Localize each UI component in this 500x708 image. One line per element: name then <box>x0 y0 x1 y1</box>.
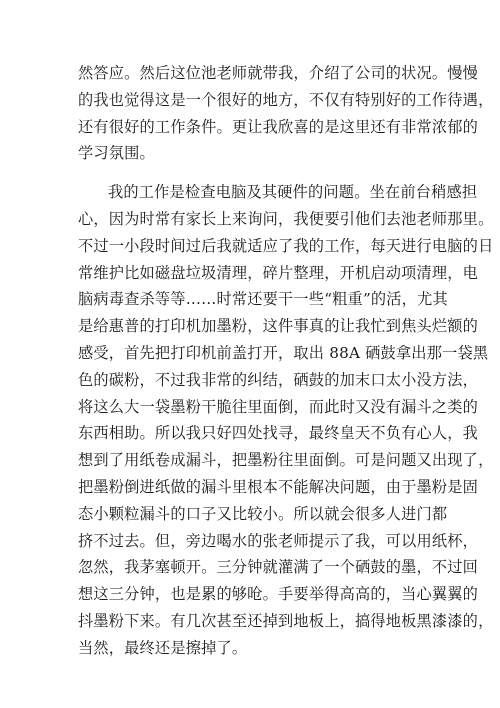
paragraph-spacer <box>78 167 430 179</box>
text-line: 不过一小段时间过后我就适应了我的工作，每天进行电脑的日 <box>78 236 494 255</box>
document-body <box>78 60 494 662</box>
paragraph-1 <box>78 60 494 167</box>
text-line: 抖墨粉下来。有几次甚至还掉到地板上，搞得地板黑漆漆的， <box>78 611 494 630</box>
text-line: 把墨粉倒进纸做的漏斗里根本不能解决问题，由于墨粉是固 <box>78 477 479 496</box>
text-line: 态小颗粒漏斗的口子又比较小。所以就会很多人进门都 <box>78 504 448 523</box>
text-line: 色的碳粉，不过我非常的纠结，硒鼓的加末口太小没方法， <box>78 370 479 389</box>
paragraph-2 <box>78 179 494 661</box>
text-line: 当然，最终还是擦掉了。 <box>78 638 248 657</box>
text-line: 东西相助。所以我只好四处找寻，最终皇天不负有心人，我 <box>78 424 479 443</box>
text-line: 是给惠普的打印机加墨粉，这件事真的让我忙到焦头烂额的 <box>78 317 479 336</box>
text-line: 挤不过去。但，旁边喝水的张老师提示了我，可以用纸杯， <box>78 531 479 550</box>
text-line: 想到了用纸卷成漏斗，把墨粉往里面倒。可是问题又出现了， <box>78 451 494 470</box>
text-line: 然答应。然后这位池老师就带我，介绍了公司的状况。慢慢 <box>78 64 479 82</box>
text-line-first-indent: 我的工作是检查电脑及其硬件的问题。坐在前台稍感担 <box>108 183 478 202</box>
text-line: 忽然，我茅塞顿开。三分钟就灌满了一个硒鼓的墨，不过回 <box>78 558 479 577</box>
text-line: 脑病毒查杀等等……时常还要干一些“粗重”的活，尤其 <box>78 290 448 309</box>
text-line: 心，因为时常有家长上来询问，我便要引他们去池老师那里。 <box>78 209 494 228</box>
text-line: 常维护比如磁盘垃圾清理，碎片整理，开机启动项清理，电 <box>78 263 479 282</box>
text-line: 想这三分钟，也是累的够呛。手要举得高高的，当心翼翼的 <box>78 585 479 604</box>
text-line: 感受，首先把打印机前盖打开，取出 88A 硒鼓拿出那一袋黑 <box>78 343 489 362</box>
text-line: 学习氛围。 <box>78 144 155 163</box>
text-line: 将这么大一袋墨粉干脆往里面倒，而此时又没有漏斗之类的 <box>78 397 479 416</box>
text-line: 还有很好的工作条件。更让我欣喜的是这里还有非常浓郁的 <box>78 117 479 136</box>
text-line: 的我也觉得这是一个很好的地方，不仅有特别好的工作待遇， <box>78 90 494 109</box>
